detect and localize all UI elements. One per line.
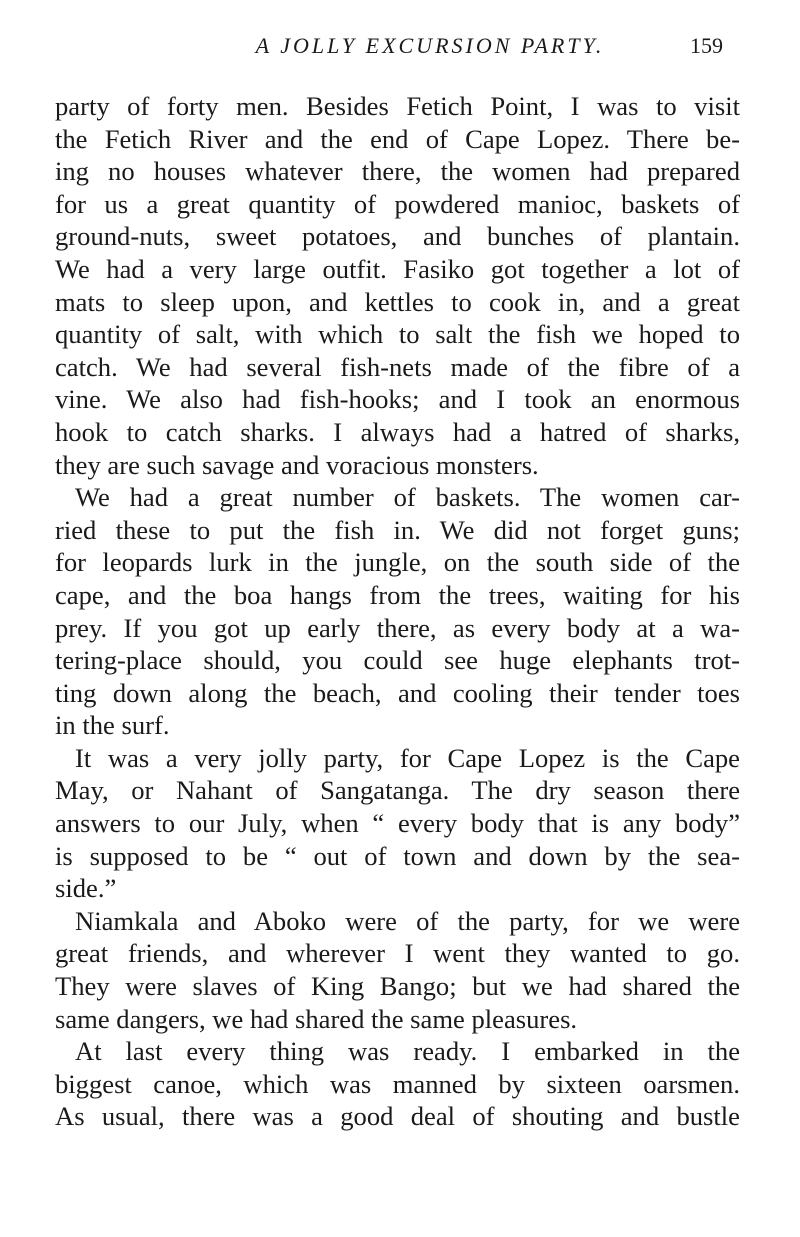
body-text	[55, 90, 740, 1133]
text-line: ing no houses whatever there, the women had prepared	[55, 156, 740, 187]
text-line: Niamkala and Aboko were of the party, for we were	[75, 905, 740, 936]
text-line: answers to our July, when “ every body that is any body”	[55, 808, 740, 839]
text-line: they are such savage and voracious monsters.	[55, 449, 539, 480]
text-line: vine. We also had fish-hooks; and I took an enormous	[55, 384, 740, 415]
text-line: ried these to put the fish in. We did not forget guns;	[55, 514, 740, 545]
text-line: We had a very large outfit. Fasiko got together a lot of	[55, 253, 740, 284]
text-line: They were slaves of King Bango; but we had shared the	[55, 971, 740, 1002]
text-line: party of forty men. Besides Fetich Point, I was to visit	[55, 91, 740, 121]
text-line: cape, and the boa hangs from the trees, waiting for his	[55, 579, 740, 610]
paragraph	[55, 1035, 740, 1133]
text-line: ground-nuts, sweet potatoes, and bunches of plantain.	[55, 221, 740, 252]
text-line: As usual, there was a good deal of shouting and bustle	[55, 1101, 740, 1132]
paragraph	[55, 481, 740, 742]
text-line: biggest canoe, which was manned by sixteen oarsmen.	[55, 1068, 740, 1099]
text-line: It was a very jolly party, for Cape Lopez is the Cape	[75, 742, 740, 773]
text-line: May, or Nahant of Sangatanga. The dry season there	[55, 775, 740, 806]
text-line: in the surf.	[55, 710, 170, 741]
paragraph	[55, 905, 740, 1035]
text-line: ting down along the beach, and cooling their tender toes	[55, 677, 740, 708]
text-line: We had a great number of baskets. The women car-	[75, 482, 740, 513]
text-line: quantity of salt, with which to salt the fish we hoped to	[55, 319, 740, 350]
text-line: same dangers, we had shared the same pleasures.	[55, 1003, 578, 1034]
paragraph	[55, 742, 740, 905]
text-line: the Fetich River and the end of Cape Lopez. There be-	[55, 123, 740, 154]
text-line: tering-place should, you could see huge elephants trot-	[55, 645, 740, 676]
paragraph	[55, 90, 740, 481]
text-line: At last every thing was ready. I embarked in the	[75, 1036, 740, 1067]
text-line: prey. If you got up early there, as every body at a wa-	[55, 612, 740, 643]
text-line: great friends, and wherever I went they wanted to go.	[55, 938, 740, 969]
running-title: A JOLLY EXCURSION PARTY.	[255, 33, 605, 58]
text-line: for leopards lurk in the jungle, on the south side of the	[55, 547, 740, 578]
text-line: for us a great quantity of powdered manioc, baskets of	[55, 188, 740, 219]
page-number: 159	[690, 33, 723, 58]
text-line: side.”	[55, 873, 117, 904]
text-line: is supposed to be “ out of town and down by the sea-	[55, 840, 740, 871]
text-line: hook to catch sharks. I always had a hatred of sharks,	[55, 416, 740, 447]
text-line: catch. We had several fish-nets made of the fibre of a	[55, 351, 740, 382]
text-line: mats to sleep upon, and kettles to cook in, and a great	[55, 286, 740, 317]
